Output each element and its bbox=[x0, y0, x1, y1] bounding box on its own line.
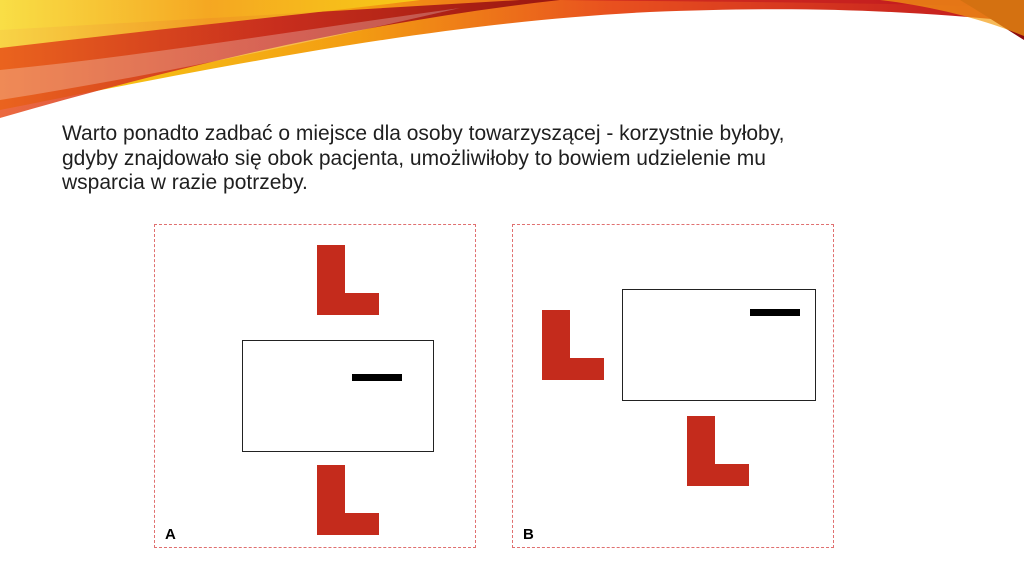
bed bbox=[242, 340, 434, 452]
pillow bbox=[352, 374, 402, 381]
text-line: wsparcia w razie potrzeby. bbox=[62, 171, 308, 194]
chair-icon bbox=[317, 465, 379, 535]
pillow bbox=[750, 309, 800, 316]
chair-icon bbox=[687, 416, 749, 486]
layout-diagram-b bbox=[512, 224, 834, 548]
decorative-banner bbox=[0, 0, 1024, 130]
text-line: Warto ponadto zadbać o miejsce dla osoby towarzyszącej - korzystnie byłoby, bbox=[62, 122, 785, 145]
bed bbox=[622, 289, 816, 401]
chair-icon bbox=[317, 245, 379, 315]
diagram-label: A bbox=[165, 526, 176, 543]
diagram-label: B bbox=[523, 526, 534, 543]
text-line: gdyby znajdowało się obok pacjenta, umożliwiłoby to bowiem udzielenie mu bbox=[62, 146, 766, 170]
slide-body-text bbox=[62, 122, 982, 196]
chair-icon bbox=[542, 310, 604, 380]
layout-diagram-a bbox=[154, 224, 476, 548]
